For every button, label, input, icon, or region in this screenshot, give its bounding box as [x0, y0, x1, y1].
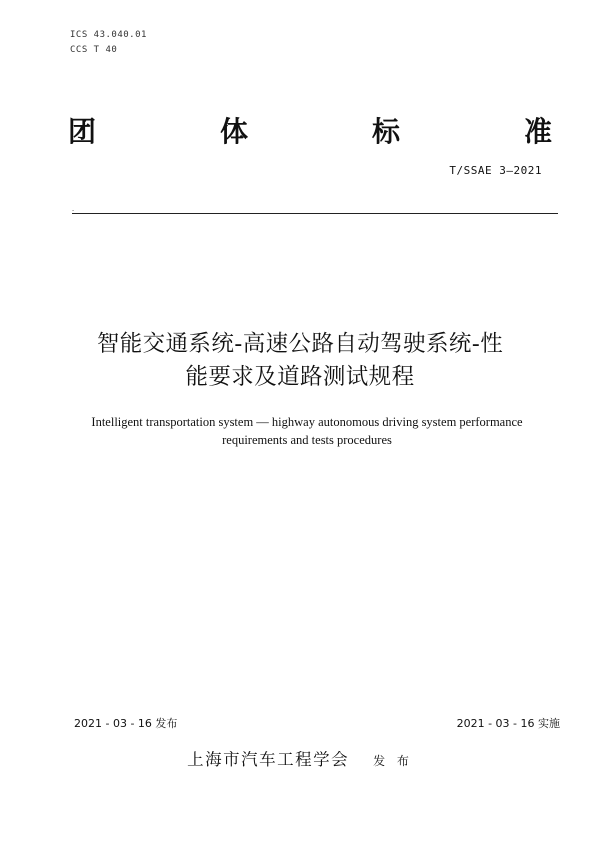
- standard-code: T/SSAE 3—2021: [449, 164, 542, 177]
- standard-type-char: 标: [371, 115, 400, 148]
- issuer-name: 上海市汽车工程学会: [187, 750, 350, 769]
- issuer-row: [0, 746, 600, 772]
- implement-date: 2021 - 03 - 16 实施: [456, 717, 560, 730]
- standard-type-char: 团: [68, 115, 97, 148]
- separator-rule: [72, 213, 558, 214]
- ccs-code: CCS T 40: [70, 45, 118, 55]
- title-zh-line-2: 能要求及道路测试规程: [185, 364, 415, 390]
- separator-mark: -: [72, 207, 75, 214]
- title-en-line-1: Intelligent transportation system — highway autonomous driving system performance: [91, 415, 523, 429]
- standard-type-title: [68, 112, 552, 152]
- title-zh-line-1: 智能交通系统-高速公路自动驾驶系统-性: [96, 331, 504, 357]
- title-en-line-2: requirements and tests procedures: [222, 433, 392, 447]
- ics-code: ICS 43.040.01: [70, 30, 147, 40]
- publish-date: 2021 - 03 - 16 发布: [74, 717, 178, 730]
- issuer-action: 发 布: [373, 754, 413, 768]
- standard-type-char: 准: [523, 115, 552, 148]
- standard-type-char: 体: [219, 115, 248, 148]
